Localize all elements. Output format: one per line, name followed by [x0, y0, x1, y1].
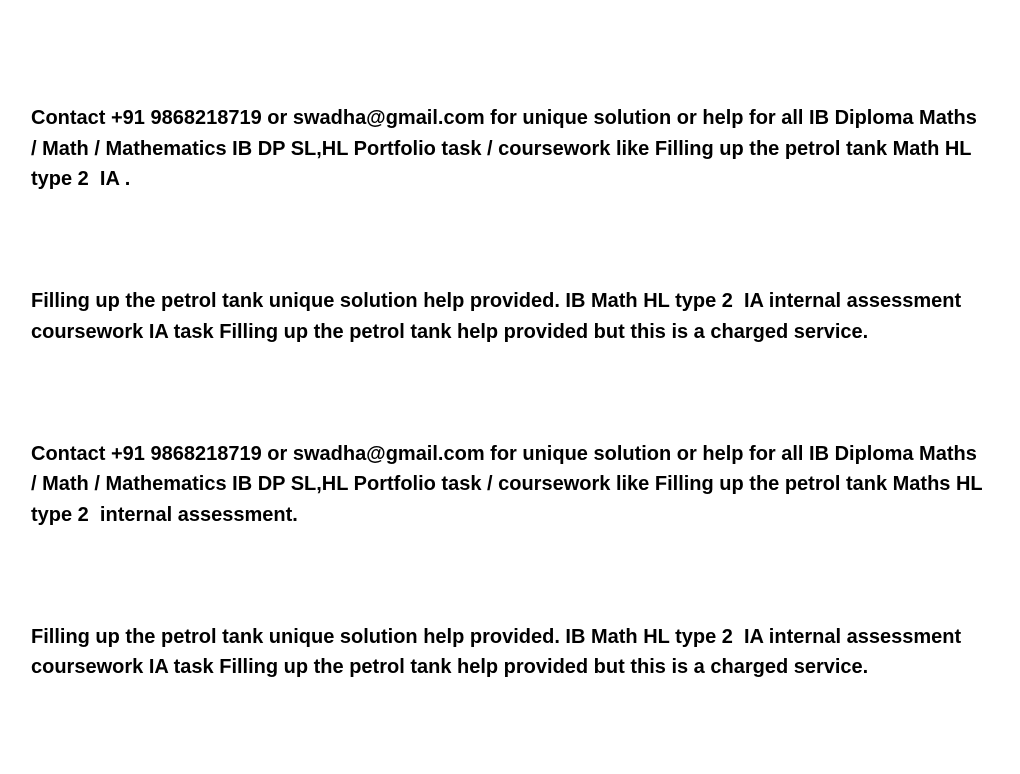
paragraph-service-2: Filling up the petrol tank unique solution help provided. IB Math HL type 2 IA internal assessment coursework IA task Filling up the petrol tank help provided but this is a charged service.	[31, 625, 967, 678]
paragraph-contact-1: Contact +91 9868218719 or swadha@gmail.com for unique solution or help for all IB Diploma Maths / Math / Mathematics IB DP SL,HL Portfolio task / coursework like Filling up the petrol tank Math HL type 2 IA .	[31, 107, 988, 190]
paragraph-contact-2: Contact +91 9868218719 or swadha@gmail.com for unique solution or help for all IB Diploma Maths / Math / Mathematics IB DP SL,HL Portfolio task / coursework like Filling up the petrol tank Maths HL type 2 internal assessment.	[31, 442, 988, 526]
paragraph-service-1: Filling up the petrol tank unique solution help provided. IB Math HL type 2 IA internal assessment coursework IA task Filling up the petrol tank help provided but this is a charged service.	[31, 290, 967, 343]
slide-body	[31, 42, 991, 774]
